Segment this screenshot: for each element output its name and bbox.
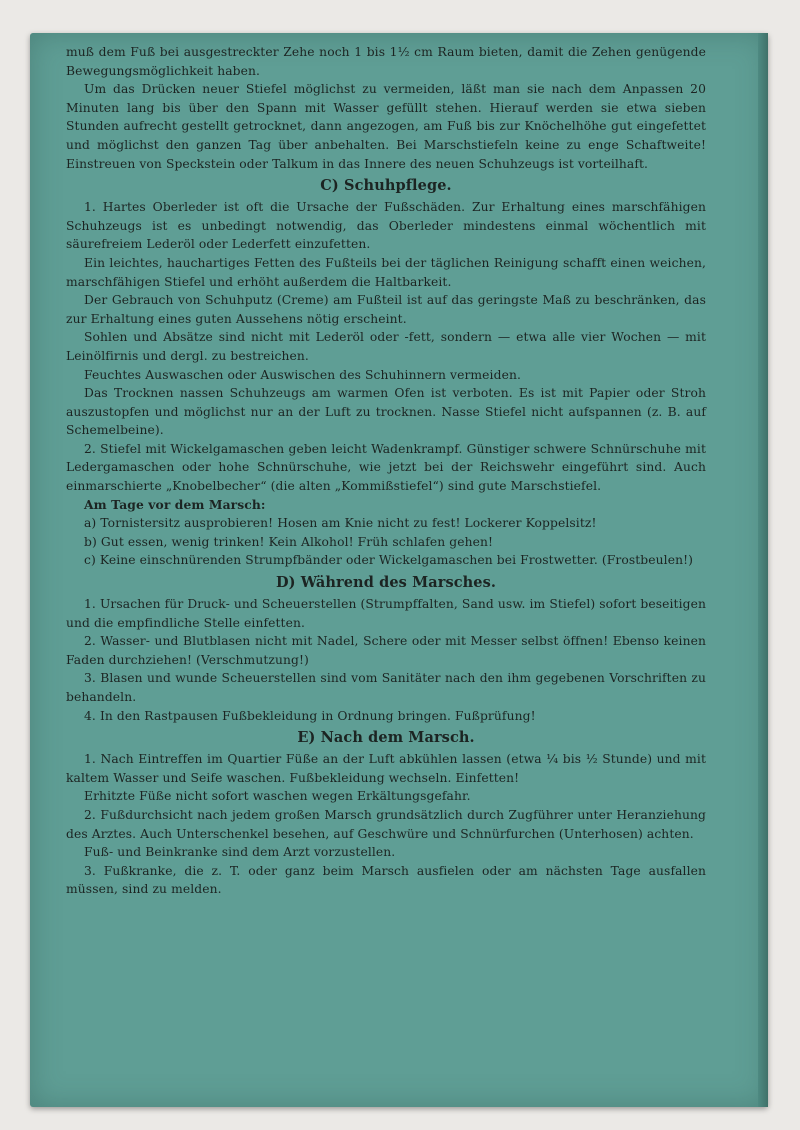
paragraph: 1. Hartes Oberleder ist oft die Ursache der Fußschäden. Zur Erhaltung eines marschfähigen Schuhzeugs ist es unbedingt notwendig, das Oberleder mindestens einmal wöchentlich mit säurefreiem Lederöl oder Lederfett einzufetten. bbox=[66, 200, 706, 252]
paragraph: 3. Fußkranke, die z. T. oder ganz beim Marsch ausfielen oder am nächsten Tage ausfallen müssen, sind zu melden. bbox=[66, 863, 706, 897]
list-item: c) Keine einschnürenden Strumpfbänder oder Wickelgamaschen bei Frostwetter. (Frostbeulen!) bbox=[84, 553, 694, 568]
paragraph: 4. In den Rastpausen Fußbekleidung in Ordnung bringen. Fußprüfung! bbox=[84, 708, 536, 723]
paragraph: Fuß- und Beinkranke sind dem Arzt vorzustellen. bbox=[84, 845, 396, 860]
paragraph: 2. Fußdurchsicht nach jedem großen Marsch grundsätzlich durch Zugführer unter Heranziehung des Arztes. Auch Unterschenkel besehen, auf Geschwüre und Schnürfurchen (Unterhosen) achten. bbox=[66, 807, 706, 841]
paragraph: Um das Drücken neuer Stiefel möglichst zu vermeiden, läßt man sie nach dem Anpassen 20 Minuten lang bis über den Spann mit Wasser gefüllt stehen. Hierauf werden sie etwa sieben Stunden aufrecht gestellt getrocknet, dann angezogen, am Fuß bis zur Knöchelhöhe gut eingefettet und möglichst den ganzen Tag über anbehalten. Bei Marschstiefeln keine zu enge Schaftweite! Einstreuen von Speckstein oder Talkum in das Innere des neuen Schuhzeugs ist vorteilhaft. bbox=[66, 82, 706, 171]
paragraph: 1. Ursachen für Druck- und Scheuerstellen (Strumpffalten, Sand usw. im Stiefel) sofort beseitigen und die empfindliche Stelle einfetten. bbox=[66, 597, 706, 630]
paragraph: Das Trocknen nassen Schuhzeugs am warmen Ofen ist verboten. Es ist mit Papier oder Stroh auszustopfen und möglichst nur an der Luft zu trocknen. Nasse Stiefel nicht aufspannen (z. B. auf Schemelbeine). bbox=[66, 386, 706, 438]
section-heading-e: E) Nach dem Marsch. bbox=[297, 729, 475, 747]
paragraph: 1. Nach Eintreffen im Quartier Füße an der Luft abkühlen lassen (etwa ¼ bis ½ Stunde) und mit kaltem Wasser und Seife waschen. Fußbekleidung wechseln. Einfetten! bbox=[66, 752, 706, 785]
paragraph: 3. Blasen und wunde Scheuerstellen sind vom Sanitäter nach den ihm gegebenen Vorschriften zu behandeln. bbox=[66, 671, 706, 704]
page-text bbox=[66, 43, 706, 899]
section-heading-d: D) Während des Marsches. bbox=[275, 574, 497, 592]
section-heading-c: C) Schuhpflege. bbox=[320, 177, 452, 195]
paragraph: Feuchtes Auswaschen oder Auswischen des Schuhinnern vermeiden. bbox=[84, 367, 521, 382]
paragraph: Ein leichtes, hauchartiges Fetten des Fußteils bei der täglichen Reinigung schafft einen weichen, marschfähigen Stiefel und erhöht außerdem die Haltbarkeit. bbox=[66, 255, 706, 289]
subheading: Am Tage vor dem Marsch: bbox=[84, 496, 266, 512]
paragraph: Der Gebrauch von Schuhputz (Creme) am Fußteil ist auf das geringste Maß zu beschränken, das zur Erhaltung eines guten Aussehens nötig erscheint. bbox=[66, 293, 706, 326]
paragraph: Sohlen und Absätze sind nicht mit Lederöl oder -fett, sondern — etwa alle vier Wochen — mit Leinölfirnis und dergl. zu bestreichen. bbox=[66, 330, 706, 363]
paragraph: Erhitzte Füße nicht sofort waschen wegen Erkältungsgefahr. bbox=[84, 789, 471, 804]
paragraph: 2. Stiefel mit Wickelgamaschen geben leicht Wadenkrampf. Günstiger schwere Schnürschuhe mit Ledergamaschen oder hohe Schnürschuhe, wie jetzt bei der Reichswehr eingeführt sind. Auch einmarschierte „Knobelbecher“ (die alten „Kommißstiefel“) sind gute Marschstiefel. bbox=[66, 441, 706, 494]
list-item: a) Tornistersitz ausprobieren! Hosen am Knie nicht zu fest! Lockerer Koppelsitz! bbox=[84, 516, 597, 531]
paragraph: muß dem Fuß bei ausgestreckter Zehe noch 1 bis 1½ cm Raum bieten, damit die Zehen genügende Bewegungsmöglichkeit haben. bbox=[66, 45, 706, 78]
booklet-spine bbox=[758, 33, 768, 1107]
paragraph: 2. Wasser- und Blutblasen nicht mit Nadel, Schere oder mit Messer selbst öffnen! Ebenso keinen Faden durchziehen! (Verschmutzung!) bbox=[66, 634, 706, 667]
list-item: b) Gut essen, wenig trinken! Kein Alkohol! Früh schlafen gehen! bbox=[84, 534, 494, 549]
